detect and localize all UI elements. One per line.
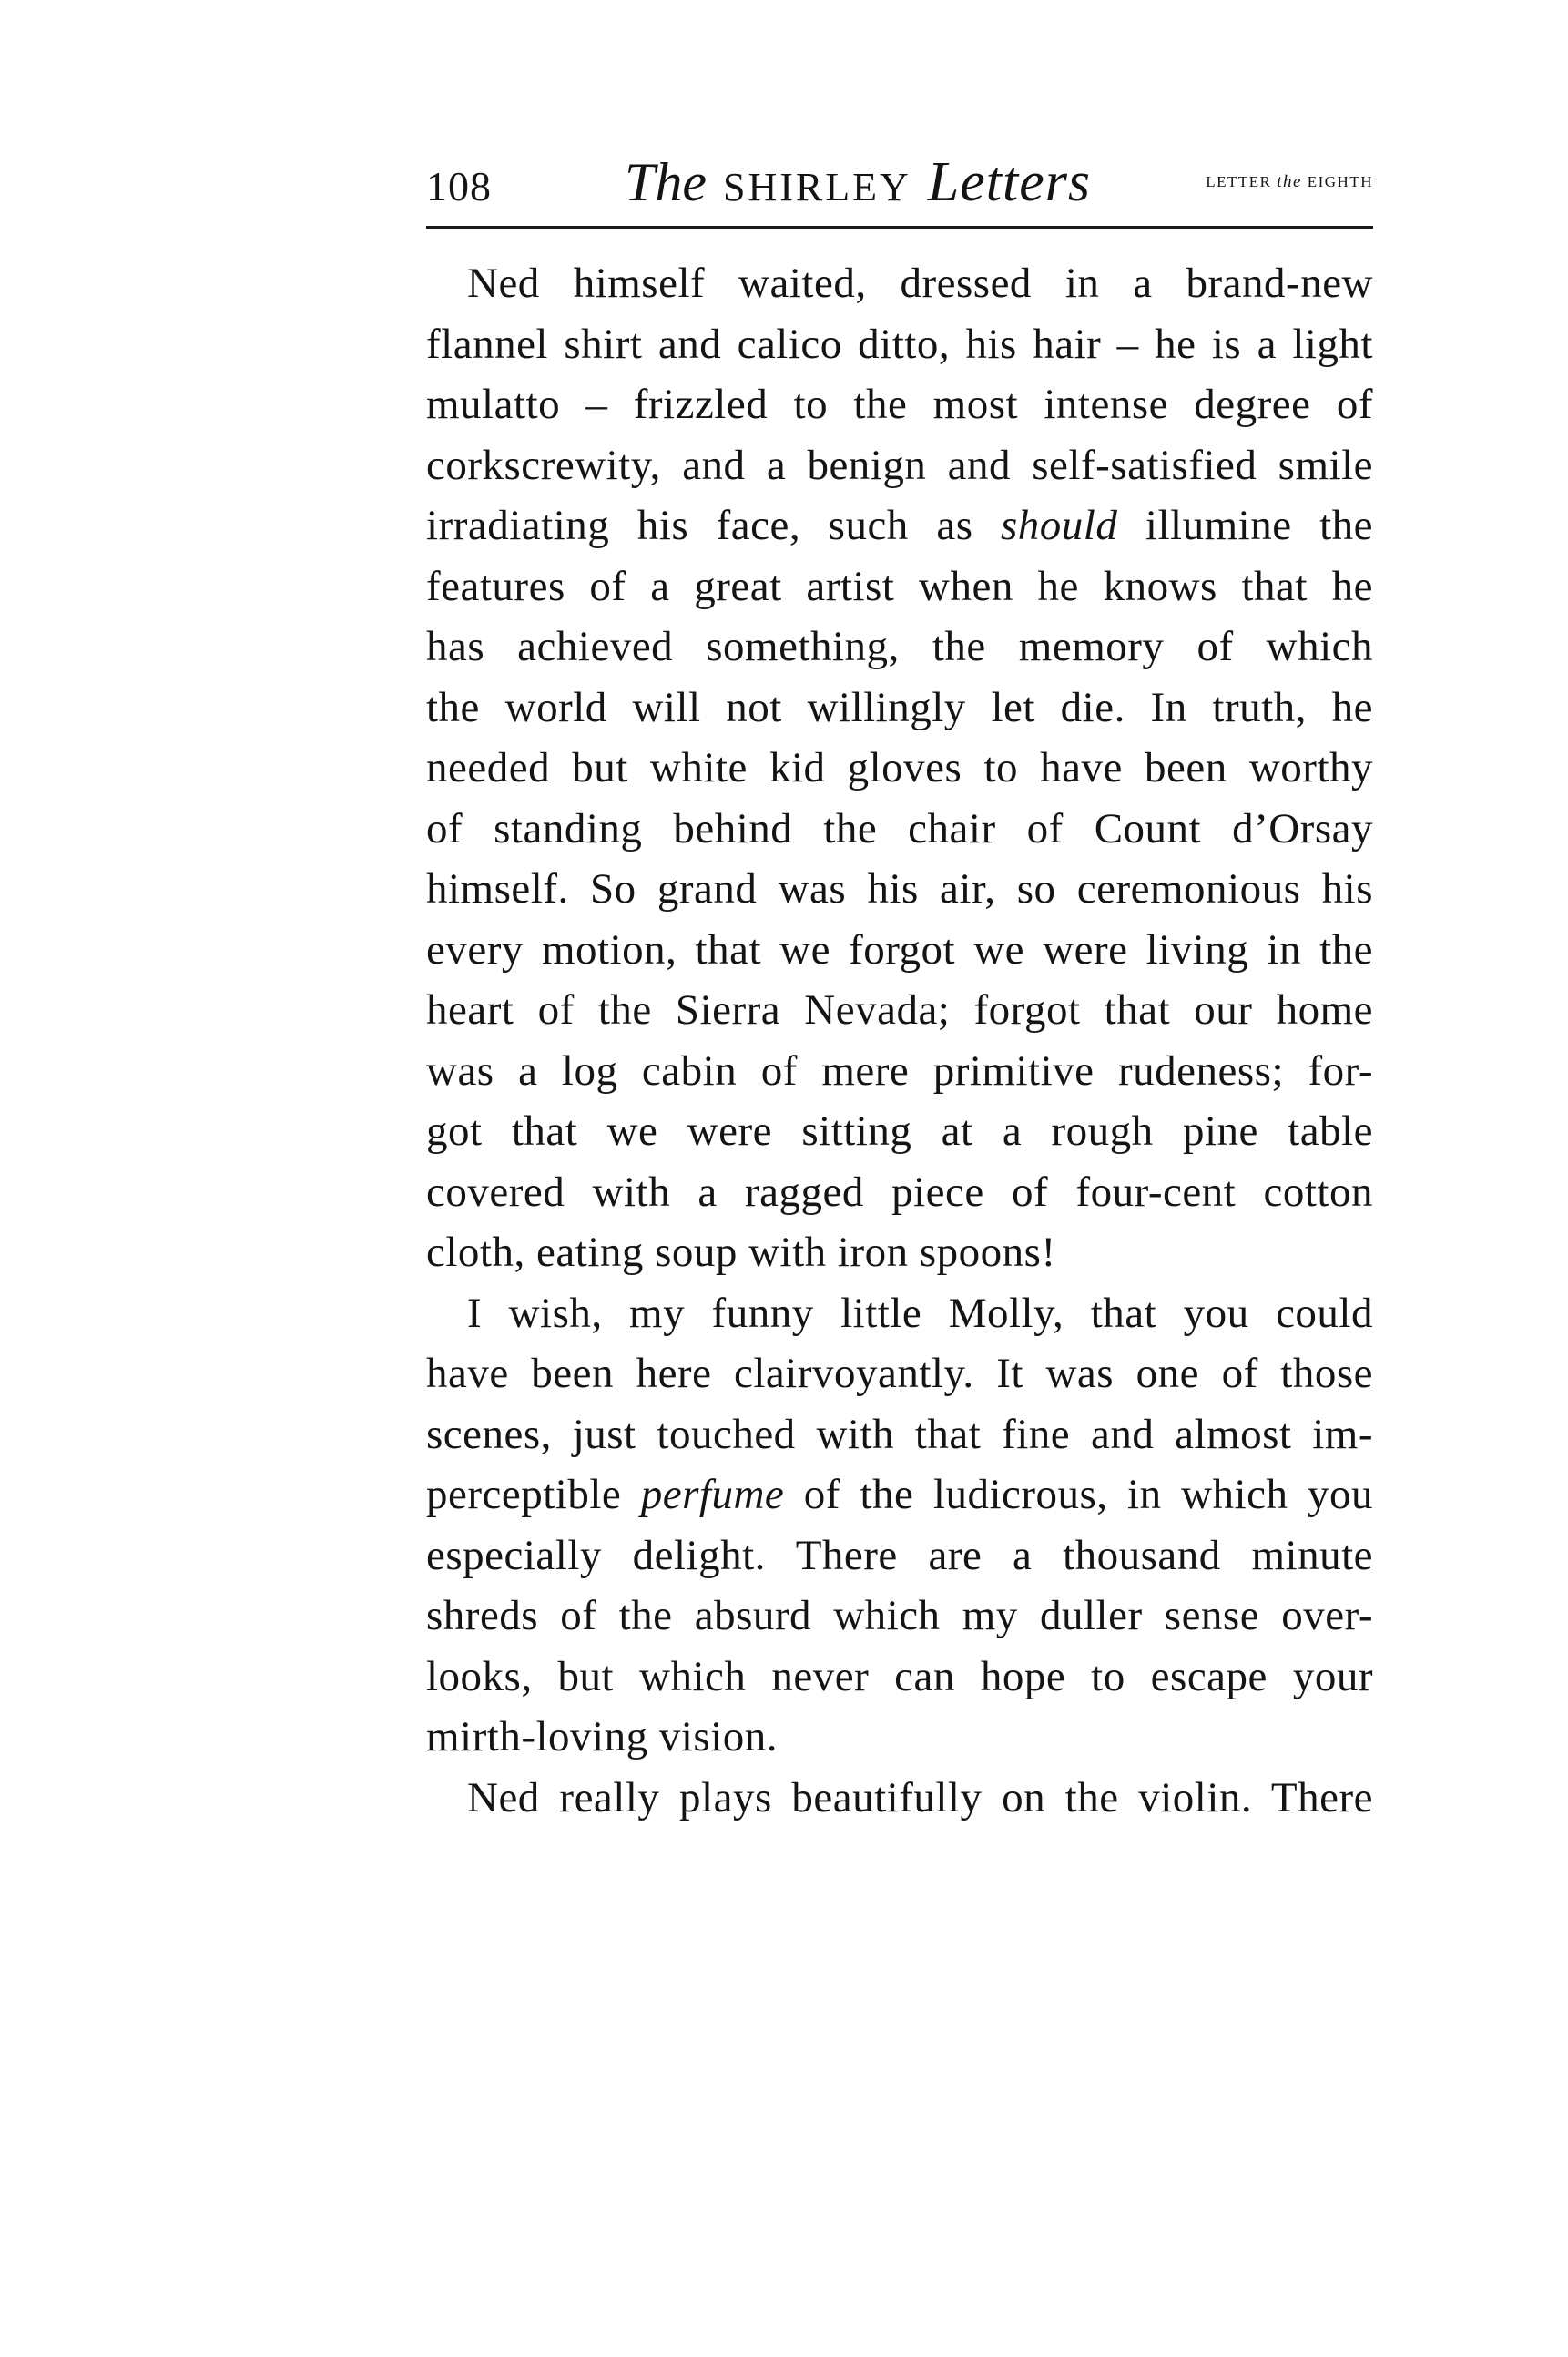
text-run: every motion, that we forgot we were living in the <box>426 925 1373 974</box>
text-line <box>426 617 1373 678</box>
text-line <box>426 435 1373 496</box>
text-line <box>426 1343 1373 1404</box>
section-letter: LETTER <box>1206 173 1272 190</box>
text-line <box>426 799 1373 860</box>
running-title <box>625 150 1091 229</box>
text-line <box>426 556 1373 617</box>
text-line <box>426 253 1373 314</box>
text-run: covered with a ragged piece of four-cent cotton <box>426 1168 1373 1216</box>
text-line <box>426 1222 1373 1283</box>
text-run: corkscrewity, and a benign and self-satisfied smile <box>426 441 1373 489</box>
title-the: The <box>625 152 707 212</box>
text-line <box>426 1162 1373 1223</box>
text-line <box>426 1041 1373 1102</box>
text-line <box>426 1707 1373 1768</box>
text-run: irradiating his face, such as <box>426 502 1002 549</box>
text-line <box>426 920 1373 981</box>
text-run: shreds of the absurd which my duller sense over- <box>426 1592 1373 1639</box>
text-line <box>426 859 1373 920</box>
text-run: heart of the Sierra Nevada; forgot that our home <box>426 986 1373 1034</box>
text-run: I wish, my funny little Molly, that you could <box>467 1289 1373 1337</box>
page-number: 108 <box>426 163 492 209</box>
text-line <box>426 1647 1373 1708</box>
italic-word: should <box>1001 502 1118 549</box>
text-line <box>426 495 1373 556</box>
title-letters: Letters <box>927 151 1092 213</box>
text-run: illumine the <box>1117 502 1373 549</box>
text-run: flannel shirt and calico ditto, his hair – he is a light <box>426 320 1373 368</box>
text-run: perceptible <box>426 1471 641 1518</box>
text-run: Ned really plays beautifully on the violin. There <box>467 1773 1373 1821</box>
text-line <box>426 314 1373 375</box>
text-run: needed but white kid gloves to have been worthy <box>426 744 1373 791</box>
text-run: the world will not willingly let die. In truth, he <box>426 683 1373 731</box>
text-line <box>426 374 1373 435</box>
text-run: especially delight. There are a thousand minute <box>426 1531 1373 1579</box>
section-the: the <box>1277 172 1302 191</box>
text-run: Ned himself waited, dressed in a brand-new <box>467 260 1373 307</box>
text-run: got that we were sitting at a rough pine table <box>426 1107 1373 1155</box>
text-line <box>426 1464 1373 1525</box>
text-run: have been here clairvoyantly. It was one of those <box>426 1350 1373 1397</box>
text-run: himself. So grand was his air, so ceremonious his <box>426 865 1373 913</box>
text-run: has achieved something, the memory of which <box>426 623 1373 670</box>
text-line <box>426 980 1373 1041</box>
text-line <box>426 1525 1373 1587</box>
text-run: cloth, eating soup with iron spoons! <box>426 1229 1056 1276</box>
text-run: mulatto – frizzled to the most intense degree of <box>426 381 1373 428</box>
italic-word: perfume <box>640 1471 785 1518</box>
text-line <box>426 738 1373 799</box>
text-run: mirth-loving vision. <box>426 1713 778 1760</box>
text-line <box>426 1586 1373 1647</box>
header-rule <box>426 226 1373 229</box>
text-line <box>426 678 1373 739</box>
title-shirley: SHIRLEY <box>723 165 911 209</box>
text-line <box>426 1768 1373 1829</box>
running-header <box>426 150 1373 223</box>
text-run: scenes, just touched with that fine and almost im- <box>426 1410 1373 1458</box>
section-eighth: EIGHTH <box>1307 173 1373 190</box>
text-run: of the ludicrous, in which you <box>784 1471 1373 1518</box>
text-line <box>426 1101 1373 1162</box>
text-line <box>426 1283 1373 1344</box>
text-run: was a log cabin of mere primitive rudeness; for- <box>426 1046 1373 1095</box>
text-run: features of a great artist when he knows that he <box>426 562 1373 610</box>
body-text <box>426 253 1373 1828</box>
text-run: of standing behind the chair of Count d’Orsay <box>426 804 1373 852</box>
text-line <box>426 1404 1373 1465</box>
text-run: looks, but which never can hope to escape your <box>426 1652 1373 1700</box>
section-label <box>1206 172 1373 192</box>
